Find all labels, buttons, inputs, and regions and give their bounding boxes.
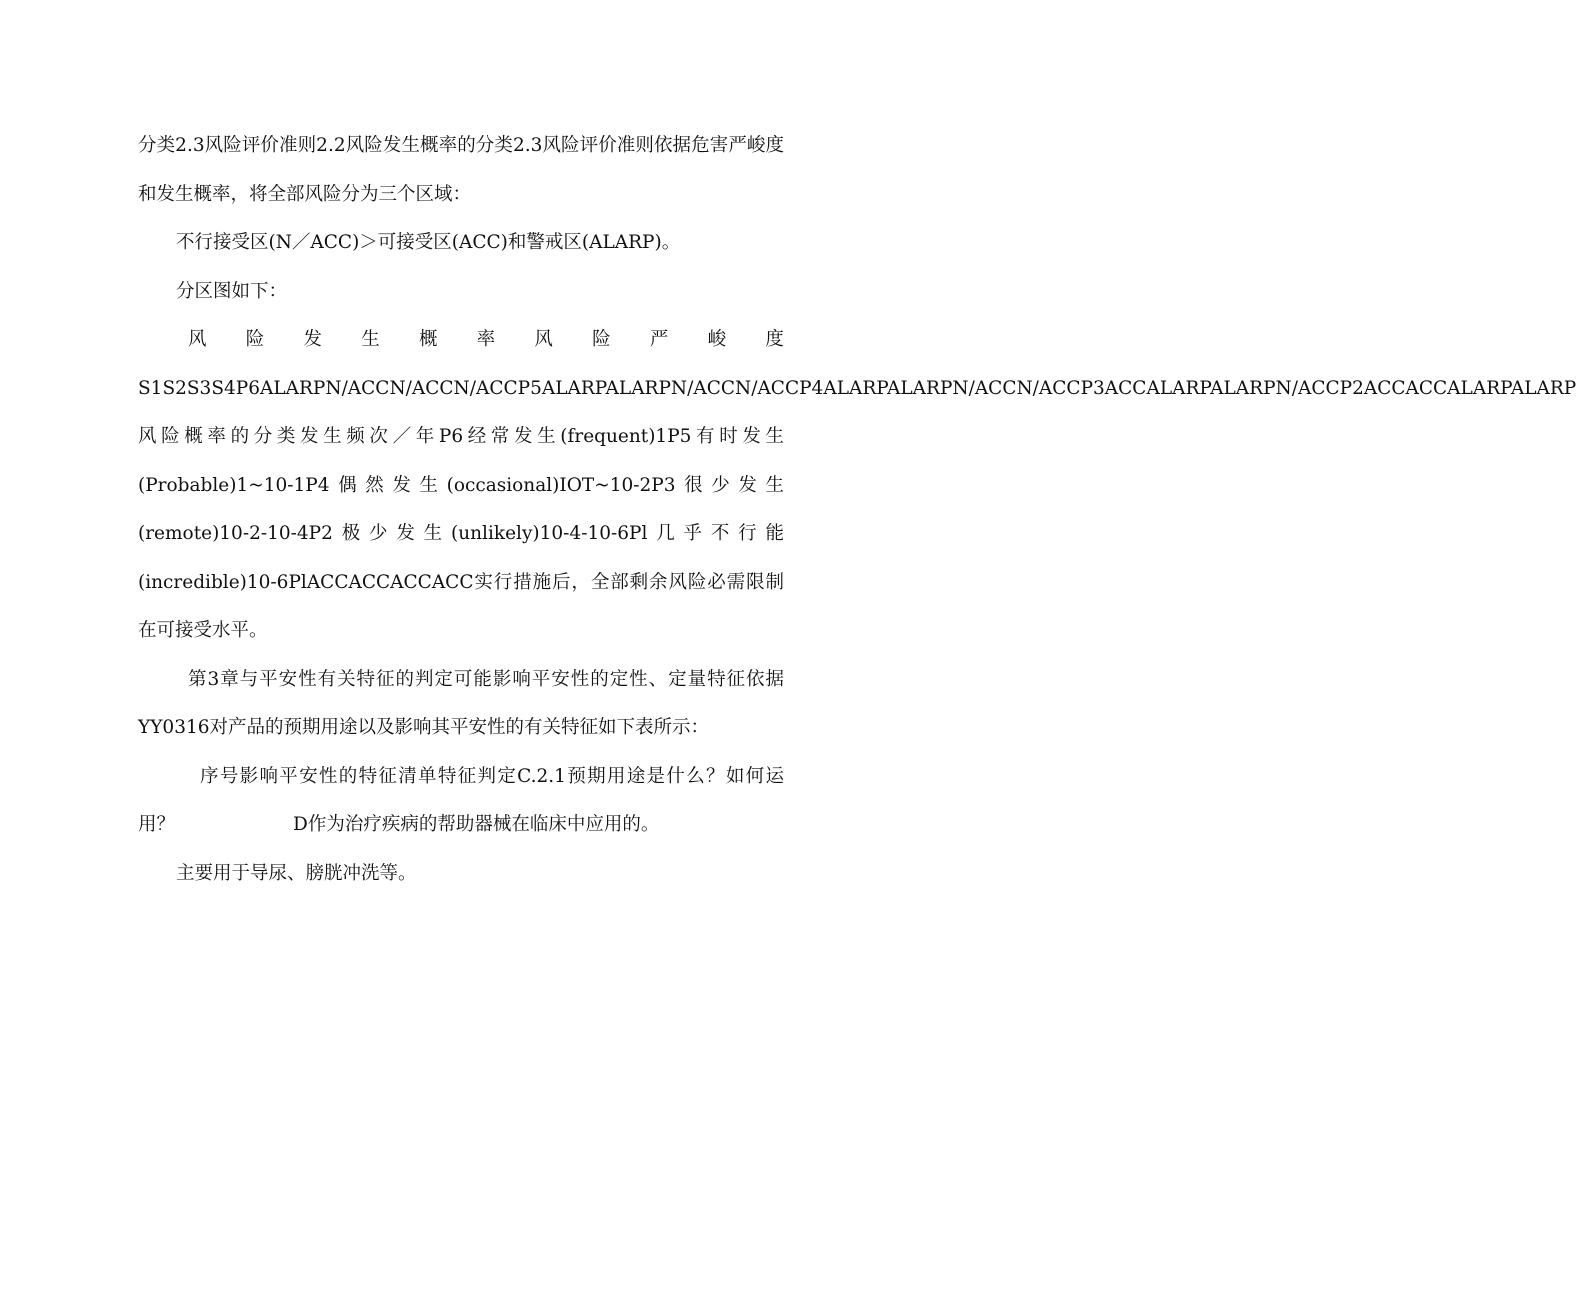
heading-char: 险: [592, 329, 611, 350]
heading-char: 严: [649, 329, 669, 350]
heading-char: 发: [303, 329, 322, 350]
document-body: [138, 122, 1576, 898]
risk-table-heading: [138, 316, 784, 365]
heading-char: 峻: [707, 329, 727, 350]
paragraph-risk-zones: 不行接受区(N／ACC)＞可接受区(ACC)和警戒区(ALARP)。: [176, 232, 681, 253]
heading-char: 风: [188, 329, 207, 350]
paragraph-risk-criteria: 分类2.3风险评价准则2.2风险发生概率的分类2.3风险评价准则依据危害严峻度和发生概率，将全部风险分为三个区域：: [138, 135, 784, 205]
intended-use-answer: D作为治疗疾病的帮助器械在临床中应用的。: [293, 814, 660, 835]
intended-use-question: 序号影响平安性的特征清单特征判定C.2.1预期用途是什么？如何运用？: [138, 765, 784, 835]
heading-char: 概: [418, 329, 438, 350]
paragraph-chapter-3: 第3章与平安性有关特征的判定可能影响平安性的定性、定量特征依据YY0316对产品的预期用途以及影响其平安性的有关特征如下表所示：: [138, 668, 784, 738]
paragraph-intended-use: [138, 753, 784, 850]
heading-char: 风: [534, 329, 553, 350]
paragraph-risk-table-flattened: S1S2S3S4P6ALARPN/ACCN/ACCN/ACCP5ALARPALARPN/ACCN/ACCP4ALARPALARPN/ACCN/ACCP3ACCALARPALARPN/ACCP2ACCACCALARPALARP风险概率的分类发生频次／年P6经常发生(frequent)1P5有时发生(Probable)1~10-1P4偶然发生(occasional)IOT~10-2P3很少发生(remote)10-2-10-4P2极少发生(unlikely)10-4-10-6Pl几乎不行能(incredible)10-6PlACCACCACCACC实行措施后，全部剩余风险必需限制在可接受水平。: [138, 377, 1576, 641]
heading-char: 率: [476, 329, 496, 350]
heading-char: 险: [245, 329, 265, 350]
paragraph-main-usage: 主要用于导尿、膀胱冲洗等。: [176, 862, 417, 884]
heading-char: 生: [361, 329, 380, 350]
paragraph-zone-diagram-intro: 分区图如下：: [176, 280, 288, 302]
heading-char: 度: [765, 329, 784, 350]
